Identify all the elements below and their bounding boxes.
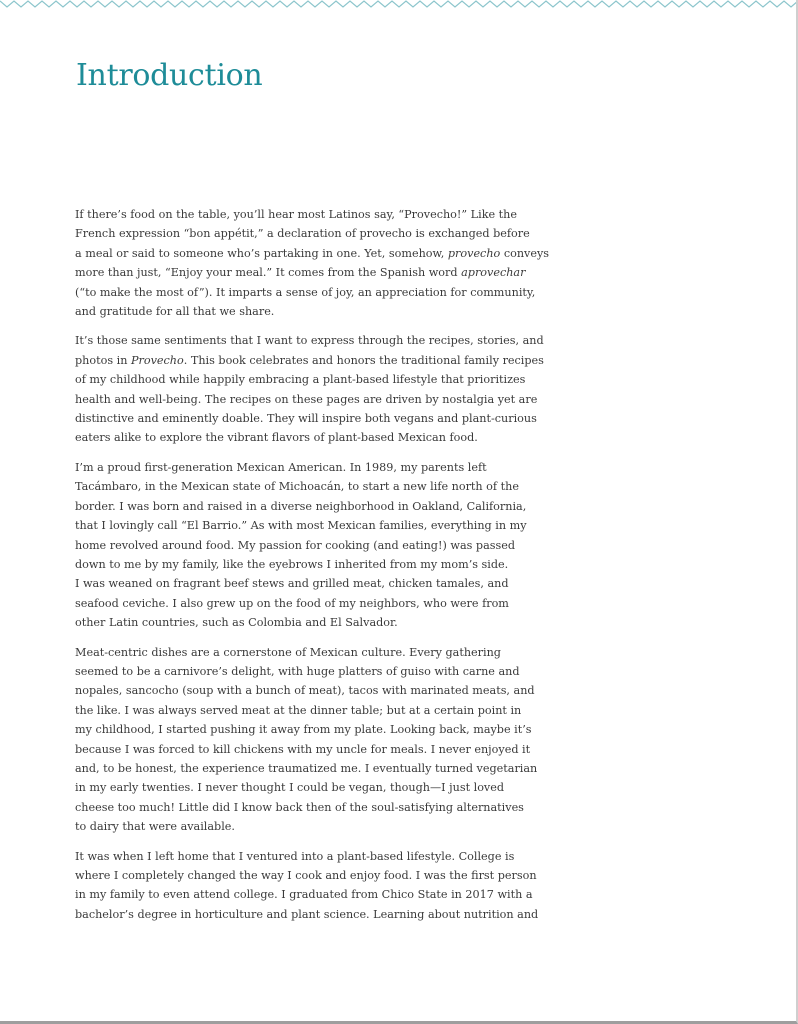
text-line: other Latin countries, such as Colombia and El Salvador.: [75, 616, 398, 630]
text-line: (“to make the most of”). It imparts a sense of joy, an appreciation for community,: [75, 285, 536, 299]
text-line: the like. I was always served meat at the dinner table; but at a certain point in: [75, 703, 522, 717]
page-title: Introduction: [76, 58, 263, 93]
text-line: and gratitude for all that we share.: [75, 305, 275, 319]
text-line: down to me by my family, like the eyebrows I inherited from my mom’s side.: [75, 557, 509, 571]
text-run: photos in: [75, 353, 131, 367]
text-line: where I completely changed the way I cook and enjoy food. I was the first person: [75, 869, 537, 882]
text-line: of my childhood while happily embracing a plant-based lifestyle that prioritizes: [75, 373, 526, 387]
text-run: more than just, “Enjoy your meal.” It comes from the Spanish word: [75, 266, 462, 280]
paragraph-5: [75, 847, 553, 925]
text-line: It’s those same sentiments that I want to express through the recipes, stories, and: [75, 334, 544, 348]
text-line: and, to be honest, the experience traumatized me. I eventually turned vegetarian: [75, 761, 538, 775]
text-run: conveys: [500, 246, 550, 260]
zigzag-border-decoration: [0, 0, 796, 10]
text-line: Meat-centric dishes are a cornerstone of Mexican culture. Every gathering: [75, 645, 501, 659]
text-line: seafood ceviche. I also grew up on the food of my neighbors, who were from: [75, 596, 509, 610]
text-line: It was when I left home that I ventured into a plant-based lifestyle. College is: [75, 849, 515, 863]
text-line: that I lovingly call “El Barrio.” As with most Mexican families, everything in my: [75, 519, 527, 533]
text-run: a meal or said to someone who’s partaking in one. Yet, somehow,: [75, 246, 448, 260]
text-line: seemed to be a carnivore’s delight, with huge platters of guiso with carne and: [75, 664, 520, 678]
text-line: French expression “bon appétit,” a declaration of provecho is exchanged before: [75, 227, 530, 241]
text-line: bachelor’s degree in horticulture and plant science. Learning about nutrition and: [75, 907, 539, 921]
text-line: [75, 263, 553, 282]
text-line: If there’s food on the table, you’ll hear most Latinos say, “Provecho!” Like the: [75, 208, 517, 221]
text-line: nopales, sancocho (soup with a bunch of meat), tacos with marinated meats, and: [75, 684, 535, 698]
book-title-italic: Provecho: [130, 353, 184, 367]
text-line: health and well-being. The recipes on these pages are driven by nostalgia yet are: [75, 392, 538, 406]
text-line: cheese too much! Little did I know back then of the soul-satisfying alternatives: [75, 800, 524, 814]
text-line: [75, 351, 553, 370]
text-line: eaters alike to explore the vibrant flavors of plant-based Mexican food.: [75, 431, 478, 445]
paragraph-3: [75, 458, 553, 633]
text-line: I’m a proud first-generation Mexican American. In 1989, my parents left: [75, 460, 487, 474]
italic-term: provecho: [447, 246, 501, 260]
text-line: because I was forced to kill chickens with my uncle for meals. I never enjoyed it: [75, 742, 531, 756]
text-line: border. I was born and raised in a diverse neighborhood in Oakland, California,: [75, 499, 527, 513]
body-text: [75, 205, 553, 924]
text-line: in my early twenties. I never thought I could be vegan, though—I just loved: [75, 781, 505, 795]
paragraph-2: [75, 331, 553, 447]
text-line: home revolved around food. My passion for cooking (and eating!) was passed: [75, 538, 516, 552]
paragraph-1: [75, 205, 553, 321]
text-line: to dairy that were available.: [75, 820, 235, 834]
text-line: [75, 244, 553, 263]
text-line: distinctive and eminently doable. They will inspire both vegans and plant-curious: [75, 412, 537, 426]
paragraph-4: [75, 643, 553, 837]
text-line: I was weaned on fragrant beef stews and grilled meat, chicken tamales, and: [75, 577, 509, 591]
text-line: my childhood, I started pushing it away from my plate. Looking back, maybe it’s: [75, 723, 532, 737]
italic-term: aprovechar: [461, 266, 526, 280]
text-line: Tacámbaro, in the Mexican state of Michoacán, to start a new life north of the: [75, 480, 519, 494]
text-run: . This book celebrates and honors the traditional family recipes: [183, 353, 544, 367]
text-line: in my family to even attend college. I graduated from Chico State in 2017 with a: [75, 888, 533, 902]
